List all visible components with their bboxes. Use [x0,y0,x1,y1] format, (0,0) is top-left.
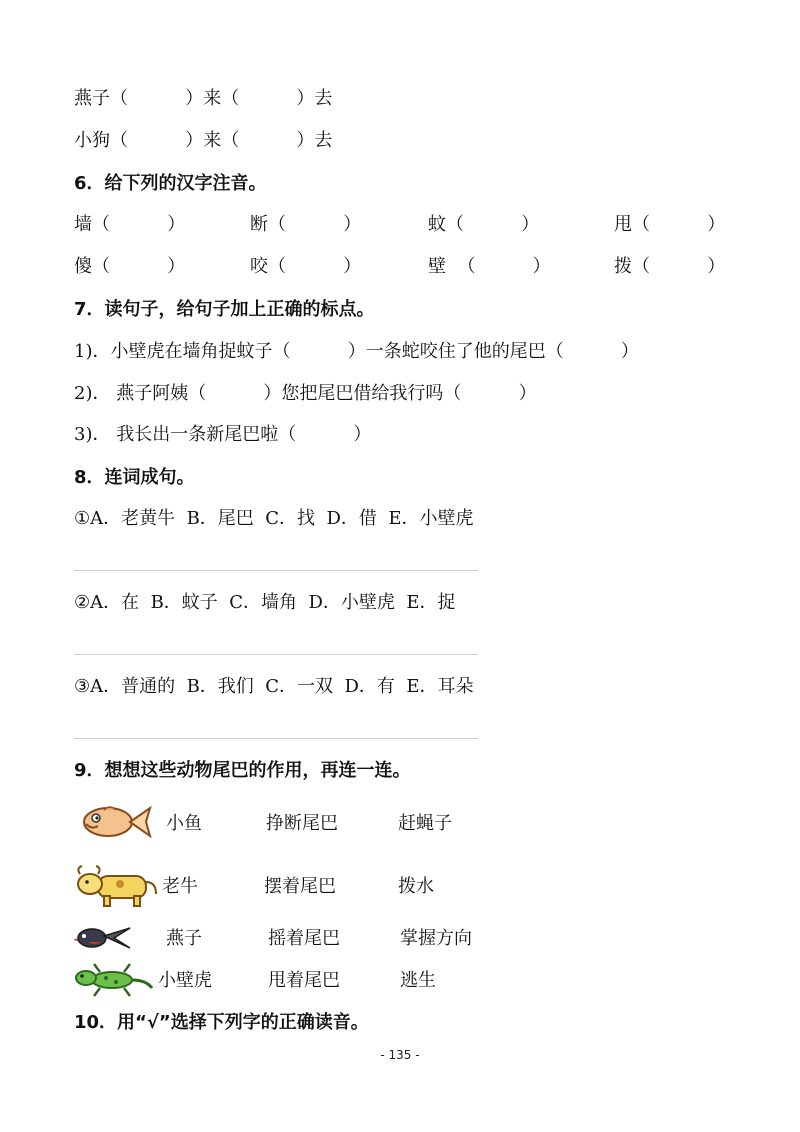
q10-heading: 10．用“√”选择下列字的正确读音。 [74,1012,369,1033]
q9-use: 拨水 [398,876,434,897]
q9-action: 摆着尾巴 [264,876,336,897]
q6-item: 甩（ ） [614,214,726,235]
q9-action: 甩着尾巴 [268,970,340,991]
q9-use: 逃生 [400,970,436,991]
q9-animal-name: 老牛 [162,876,198,897]
q6-item: 墙（ ） [74,214,186,235]
swallow-icon [74,922,134,954]
q8-heading: 8．连词成句。 [74,467,195,488]
ox-icon [74,864,160,908]
q7-sentence-2: 2)． 燕子阿姨（ ）您把尾巴借给我行吗（ ） [74,383,537,404]
answer-line[interactable] [74,654,478,655]
fish-icon [74,802,158,842]
q9-action: 挣断尾巴 [266,813,338,834]
q9-use: 赶蝇子 [398,813,452,834]
q9-action: 摇着尾巴 [268,928,340,949]
q9-heading: 9．想想这些动物尾巴的作用，再连一连。 [74,760,411,781]
q8-item-3: ③A．普通的 B．我们 C．一双 D．有 E．耳朵 [74,676,474,697]
q9-animal-name: 小壁虎 [158,970,212,991]
q5-line-swallow: 燕子（ ）来（ ）去 [74,88,333,109]
q5-line-puppy: 小狗（ ）来（ ）去 [74,130,333,151]
q9-animal-name: 燕子 [166,928,202,949]
page-number: - 135 - [380,1048,420,1062]
q6-item: 傻（ ） [74,256,186,277]
q8-item-1: ①A．老黄牛 B．尾巴 C．找 D．借 E．小壁虎 [74,508,474,529]
q9-animal-name: 小鱼 [166,813,202,834]
q6-item: 断（ ） [250,214,362,235]
answer-line[interactable] [74,570,478,571]
q9-use: 掌握方向 [400,928,472,949]
q6-item: 壁 （ ） [428,256,551,277]
q7-sentence-3: 3)． 我长出一条新尾巴啦（ ） [74,424,372,445]
q6-heading: 6．给下列的汉字注音。 [74,173,267,194]
q6-item: 拨（ ） [614,256,726,277]
gecko-icon [72,962,156,998]
q8-item-2: ②A．在 B．蚊子 C．墙角 D．小壁虎 E．捉 [74,592,456,613]
answer-line[interactable] [74,738,478,739]
q7-sentence-1: 1)．小壁虎在墙角捉蚊子（ ）一条蛇咬住了他的尾巴（ ） [74,341,639,362]
q6-item: 咬（ ） [250,256,362,277]
q6-item: 蚊（ ） [428,214,540,235]
q7-heading: 7．读句子，给句子加上正确的标点。 [74,299,375,320]
